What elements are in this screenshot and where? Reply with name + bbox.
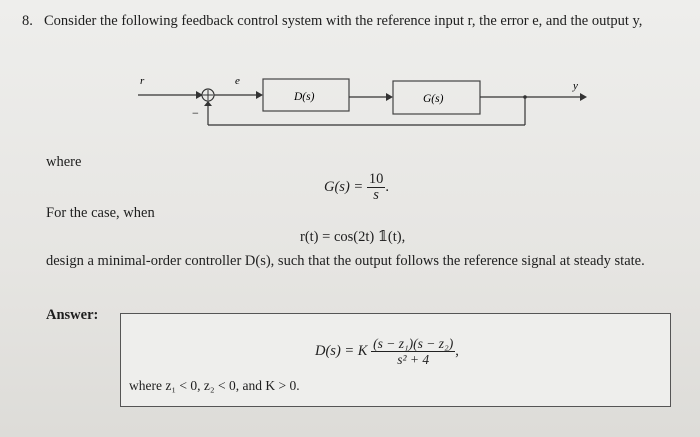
sum-minus-sign: − [192, 106, 199, 120]
answer-box [120, 313, 671, 407]
plant-equation [324, 172, 389, 203]
problem-number: 8. [22, 13, 33, 29]
plant-label: G(s) [423, 93, 444, 105]
where-label: where [46, 154, 82, 170]
controller-eq-lhs: D(s) = K [315, 343, 368, 359]
design-text: design a minimal-order controller D(s), such that the output follows the reference signal at steady state. [46, 253, 645, 269]
controller-numerator: (s − z₁)(s − z₂) [373, 336, 454, 351]
signal-y-label: y [573, 80, 578, 92]
controller-fraction [371, 336, 455, 367]
controller-eq-end: , [455, 343, 459, 359]
feedback-block-diagram [0, 0, 700, 140]
answer-label: Answer: [46, 307, 99, 323]
answer-conditions: where z₁ < 0, z₂ < 0, and K > 0. [129, 378, 300, 393]
plant-fraction [367, 172, 386, 203]
plant-denominator: s [373, 187, 379, 203]
problem-text: Consider the following feedback control system with the reference input r, the error e, and the output y, [44, 13, 643, 29]
case-label: For the case, when [46, 205, 155, 221]
plant-eq-end: . [385, 179, 389, 195]
controller-denominator: s² + 4 [397, 352, 430, 367]
signal-e-label: e [235, 75, 240, 87]
controller-equation [315, 336, 459, 367]
input-equation: r(t) = cos(2t) 𝟙(t), [300, 229, 406, 245]
controller-label: D(s) [294, 91, 315, 103]
plant-numerator: 10 [368, 171, 384, 187]
signal-r-label: r [140, 75, 145, 87]
plant-eq-lhs: G(s) = [324, 179, 364, 195]
